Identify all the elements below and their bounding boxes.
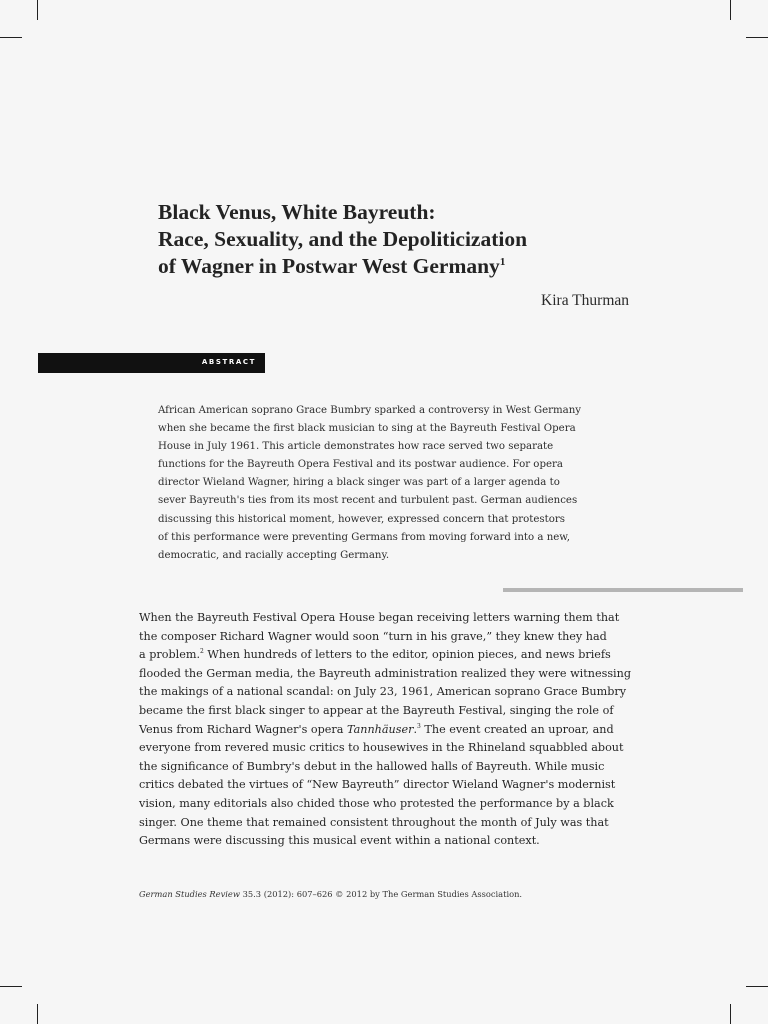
section-divider	[503, 588, 743, 592]
body-line: When the Bayreuth Festival Opera House began receiving letters warning them that	[139, 611, 620, 624]
footnote-marker[interactable]: 2	[200, 648, 204, 656]
abstract-line: sever Bayreuth's ties from its most recent and turbulent past. German audiences	[158, 495, 578, 507]
opera-title: Tannhäuser	[346, 722, 414, 736]
citation-details: 35.3 (2012): 607–626 © 2012 by The German Studies Association.	[239, 889, 523, 899]
author-name: Kira Thurman	[541, 292, 629, 309]
journal-name: German Studies Review	[139, 889, 240, 899]
body-line: the makings of a national scandal: on July 23, 1961, American soprano Grace Bumbry	[139, 685, 627, 699]
title-footnote-marker: 1	[499, 256, 506, 268]
body-line: vision, many editorials also chided those who protested the performance by a black	[139, 796, 614, 810]
abstract-line: functions for the Bayreuth Opera Festival and its postwar audience. For opera	[158, 459, 563, 471]
crop-mark-top-right	[730, 0, 731, 20]
crop-mark-bottom-right	[730, 1004, 731, 1024]
body-line: a problem.$^2$ When hundreds of letters to the editor, opinion pieces, and news briefs	[139, 648, 611, 662]
crop-mark-left-bottom	[0, 986, 22, 987]
body-line: Germans were discussing this musical event within a national context.	[139, 834, 540, 848]
crop-mark-right-bottom	[746, 986, 768, 987]
body-line: the composer Richard Wagner would soon “turn in his grave,” they knew they had	[139, 629, 607, 643]
title-line: Black Venus, White Bayreuth:	[158, 200, 436, 224]
abstract-line: when she became the first black musician to sing at the Bayreuth Festival Opera	[158, 423, 576, 435]
abstract-line: discussing this historical moment, however, expressed concern that protestors	[158, 513, 565, 525]
footnote-marker[interactable]: 3	[417, 722, 421, 730]
body-line: critics debated the virtues of “New Bayreuth” director Wieland Wagner's modernist	[139, 778, 616, 792]
body-line: Venus from Richard Wagner's opera Tannhäuser.$^3$ The event created an uproar, and	[139, 722, 614, 736]
abstract-banner	[38, 353, 265, 373]
title-line: of Wagner in Postwar West Germany$^1$	[158, 254, 506, 278]
abstract-line: House in July 1961. This article demonstrates how race served two separate	[158, 441, 554, 453]
body-line: the significance of Bumbry's debut in the hallowed halls of Bayreuth. While music	[139, 759, 605, 773]
body-line: flooded the German media, the Bayreuth administration realized they were witnessing	[139, 666, 632, 680]
body-line: everyone from revered music critics to housewives in the Rhineland squabbled about	[139, 741, 624, 755]
body-line: became the first black singer to appear at the Bayreuth Festival, singing the role of	[139, 703, 614, 717]
title-line: Race, Sexuality, and the Depoliticization	[158, 227, 528, 251]
abstract-line: director Wieland Wagner, hiring a black singer was part of a larger agenda to	[158, 477, 560, 489]
abstract-line: democratic, and racially accepting Germany.	[158, 549, 390, 561]
abstract-label: ABSTRACT	[201, 358, 256, 366]
article-title	[158, 199, 638, 280]
abstract-text	[158, 402, 609, 565]
abstract-line: African American soprano Grace Bumbry sparked a controversy in West Germany	[158, 405, 582, 416]
crop-mark-right-top	[746, 37, 768, 38]
crop-mark-bottom-left	[37, 1004, 38, 1024]
body-paragraph	[139, 609, 632, 851]
citation-footer	[139, 889, 522, 899]
crop-mark-top-left	[37, 0, 38, 20]
body-line: singer. One theme that remained consistent throughout the month of July was that	[139, 815, 609, 829]
crop-mark-left-top	[0, 37, 22, 38]
abstract-line: of this performance were preventing Germans from moving forward into a new,	[158, 531, 571, 543]
